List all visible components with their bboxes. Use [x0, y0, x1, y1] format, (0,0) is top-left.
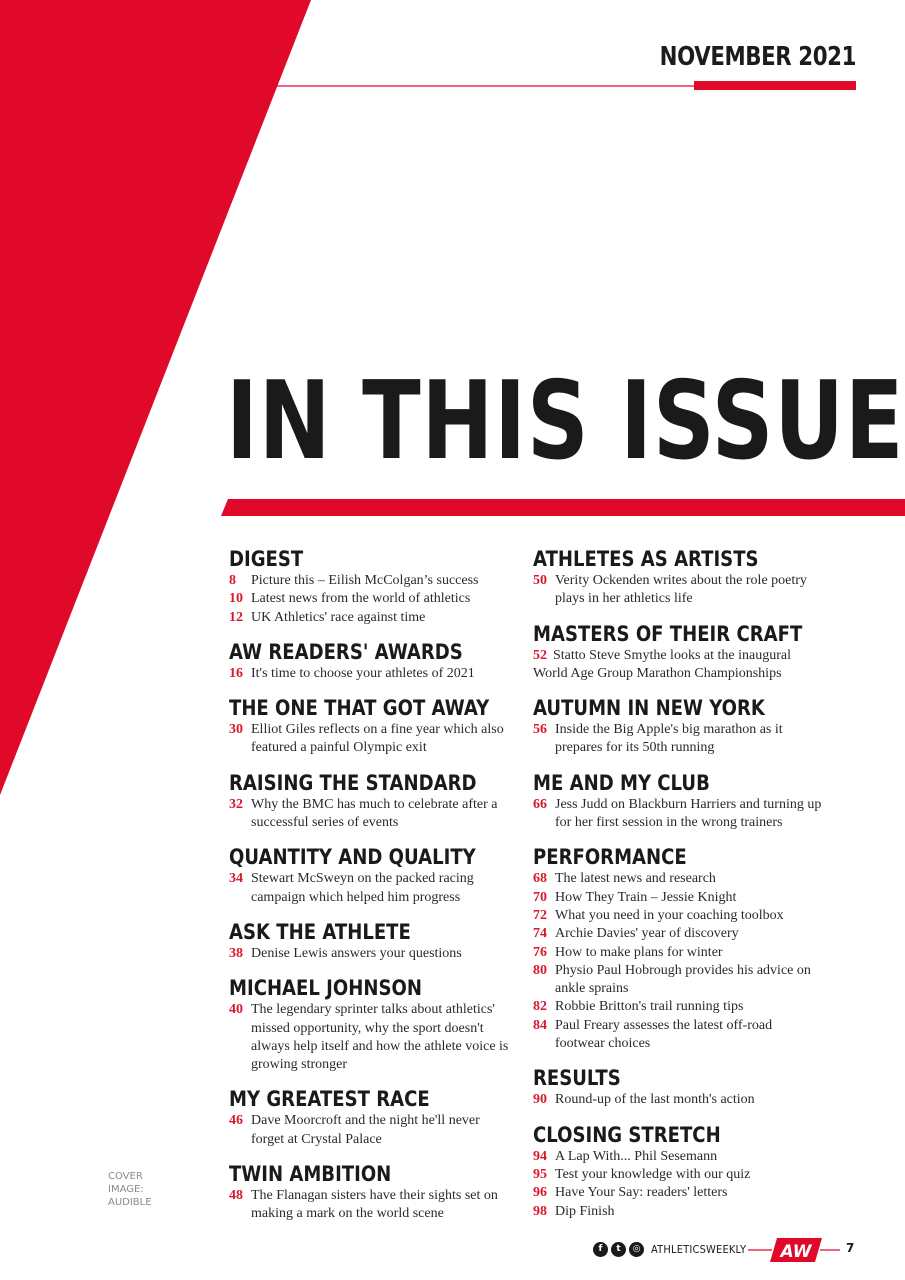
contents-left-column [229, 547, 509, 1237]
entry-page-number: 10 [229, 591, 243, 607]
entry-page-number: 76 [533, 944, 547, 960]
entry-description: The latest news and research [555, 871, 716, 887]
footer-social-bar [593, 1236, 757, 1262]
section-title: DIGEST [229, 547, 304, 571]
entry-page-number: 48 [229, 1188, 243, 1204]
contents-section [229, 640, 509, 683]
contents-entry[interactable] [533, 647, 823, 684]
contents-entry[interactable] [533, 944, 823, 962]
contents-entry[interactable] [229, 1001, 509, 1074]
contents-entry[interactable] [533, 1017, 823, 1054]
entry-description: Robbie Britton's trail running tips [555, 999, 744, 1015]
contents-entry[interactable] [533, 572, 823, 609]
entry-description: Paul Freary assesses the latest off-road footwear choices [555, 1017, 773, 1052]
section-title: ME AND MY CLUB [533, 770, 710, 795]
instagram-icon[interactable]: ◎ [629, 1242, 644, 1257]
contents-section [229, 1162, 509, 1224]
entry-page-number: 94 [533, 1148, 547, 1164]
entry-page-number: 38 [229, 945, 243, 961]
contents-section [533, 1066, 823, 1109]
contents-entry[interactable] [533, 907, 823, 925]
contents-entry[interactable] [533, 796, 823, 833]
contents-entry[interactable] [229, 572, 509, 590]
section-title: MY GREATEST RACE [229, 1087, 430, 1112]
entry-page-number: 72 [533, 907, 547, 923]
section-title: CLOSING STRETCH [533, 1122, 721, 1147]
entry-page-number: 40 [229, 1002, 243, 1018]
cover-credit: COVER IMAGE: AUDIBLE [108, 1171, 152, 1208]
entry-description: A Lap With... Phil Sesemann [555, 1148, 718, 1164]
entry-page-number: 34 [229, 871, 243, 887]
entry-page-number: 16 [229, 665, 243, 681]
contents-entry[interactable] [229, 721, 509, 758]
logo-text: AW [780, 1242, 812, 1262]
entry-page-number: 95 [533, 1166, 547, 1182]
entry-page-number: 56 [533, 722, 547, 738]
entry-page-number: 66 [533, 796, 547, 812]
facebook-icon[interactable]: f [593, 1242, 608, 1257]
date-underline-bar [694, 81, 856, 90]
contents-entry[interactable] [229, 590, 509, 608]
entry-page-number: 90 [533, 1092, 547, 1108]
hero-underline-bar [221, 499, 905, 516]
contents-entry[interactable] [533, 1184, 823, 1202]
entry-description: Physio Paul Hobrough provides his advice on ankle sprains [555, 962, 811, 997]
section-title: TWIN AMBITION [229, 1162, 392, 1187]
section-title: AW READERS' AWARDS [229, 639, 463, 664]
entry-description: Stewart McSweyn on the packed racing campaign which helped him progress [251, 871, 474, 905]
entry-description: Test your knowledge with our quiz [555, 1166, 751, 1182]
entry-description: How They Train – Jessie Knight [555, 889, 737, 905]
contents-right-column [533, 547, 823, 1234]
contents-entry[interactable] [533, 889, 823, 907]
contents-entry[interactable] [533, 962, 823, 999]
entry-description: Archie Davies' year of discovery [555, 926, 739, 942]
entry-description: Why the BMC has much to celebrate after a successful series of events [251, 796, 498, 831]
contents-section [533, 771, 823, 833]
entry-page-number: 82 [533, 999, 547, 1015]
contents-entry[interactable] [533, 925, 823, 943]
entry-page-number: 8 [229, 573, 236, 588]
section-title: ATHLETES AS ARTISTS [533, 547, 759, 571]
entry-page-number: 50 [533, 573, 547, 588]
entry-page-number: 84 [533, 1017, 547, 1033]
entry-description: The Flanagan sisters have their sights set on making a mark on the world scene [251, 1188, 498, 1222]
entry-page-number: 80 [533, 962, 547, 978]
entry-description: Picture this – Eilish McColgan’s success [251, 573, 479, 588]
contents-entry[interactable] [229, 665, 509, 683]
contents-section [229, 547, 509, 627]
contents-section [533, 622, 823, 684]
section-title: MASTERS OF THEIR CRAFT [533, 621, 803, 646]
twitter-icon[interactable]: t [611, 1242, 626, 1257]
page-title: IN THIS ISSUE [226, 359, 905, 484]
entry-description: Denise Lewis answers your questions [251, 945, 462, 961]
entry-description: UK Athletics' race against time [251, 609, 426, 625]
issue-date: NOVEMBER 2021 [659, 42, 856, 72]
entry-page-number: 68 [533, 871, 547, 887]
section-title: QUANTITY AND QUALITY [229, 845, 476, 870]
entry-page-number: 12 [229, 609, 243, 625]
contents-entry[interactable] [229, 1112, 509, 1149]
entry-description: It's time to choose your athletes of 2021 [251, 665, 475, 681]
contents-section [533, 696, 823, 758]
section-title: THE ONE THAT GOT AWAY [229, 696, 490, 721]
contents-section [229, 771, 509, 833]
entry-description: What you need in your coaching toolbox [555, 907, 784, 923]
page-number: 7 [846, 1241, 855, 1255]
section-title: ASK THE ATHLETE [229, 919, 411, 944]
section-title: RAISING THE STANDARD [229, 770, 477, 795]
contents-section [229, 696, 509, 758]
social-handle[interactable]: ATHLETICSWEEKLY [651, 1242, 747, 1256]
contents-section [533, 845, 823, 1053]
contents-section [229, 1087, 509, 1149]
contents-entry[interactable] [229, 796, 509, 833]
contents-entry[interactable] [229, 870, 509, 907]
contents-section [229, 845, 509, 907]
contents-entry[interactable] [533, 998, 823, 1016]
entry-description: The legendary sprinter talks about athletics' missed opportunity, why the sport doesn't always help itself and how the athlete voice is growing stronger [251, 1002, 509, 1073]
entry-page-number: 98 [533, 1203, 547, 1219]
section-title: PERFORMANCE [533, 845, 687, 870]
entry-description: Verity Ockenden writes about the role poetry plays in her athletics life [555, 573, 807, 607]
contents-section [533, 547, 823, 609]
entry-description: How to make plans for winter [555, 944, 723, 960]
contents-entry[interactable] [229, 609, 509, 627]
contents-entry[interactable] [533, 870, 823, 888]
entry-description: Have Your Say: readers' letters [555, 1185, 728, 1201]
entry-description: Dip Finish [555, 1203, 615, 1219]
entry-description: Elliot Giles reflects on a fine year which also featured a painful Olympic exit [251, 722, 504, 756]
entry-page-number: 52 [533, 647, 547, 663]
contents-entry[interactable] [229, 1187, 509, 1224]
contents-entry[interactable] [533, 1203, 823, 1221]
entry-description: Latest news from the world of athletics [251, 591, 471, 607]
contents-entry[interactable] [229, 945, 509, 963]
entry-page-number: 30 [229, 722, 243, 738]
entry-page-number: 74 [533, 926, 547, 942]
contents-entry[interactable] [533, 1148, 823, 1166]
contents-section [229, 976, 509, 1074]
entry-description: Round-up of the last month's action [555, 1092, 755, 1108]
contents-section [533, 1123, 823, 1221]
entry-page-number: 70 [533, 889, 547, 905]
contents-entry[interactable] [533, 1091, 823, 1109]
entry-description: Dave Moorcroft and the night he'll never forget at Crystal Palace [251, 1113, 480, 1147]
aw-logo [748, 1236, 840, 1264]
section-title: RESULTS [533, 1066, 621, 1091]
entry-page-number: 46 [229, 1113, 243, 1129]
entry-page-number: 32 [229, 796, 243, 812]
section-title: MICHAEL JOHNSON [229, 976, 422, 1001]
contents-entry[interactable] [533, 721, 823, 758]
entry-description: Jess Judd on Blackburn Harriers and turning up for her first session in the wrong trainers [555, 796, 822, 831]
contents-section [229, 920, 509, 963]
contents-entry[interactable] [533, 1166, 823, 1184]
entry-description: Statto Steve Smythe looks at the inaugural World Age Group Marathon Championships [533, 647, 791, 681]
entry-page-number: 96 [533, 1185, 547, 1201]
section-title: AUTUMN IN NEW YORK [533, 696, 765, 721]
entry-description: Inside the Big Apple's big marathon as it prepares for its 50th running [555, 722, 783, 756]
